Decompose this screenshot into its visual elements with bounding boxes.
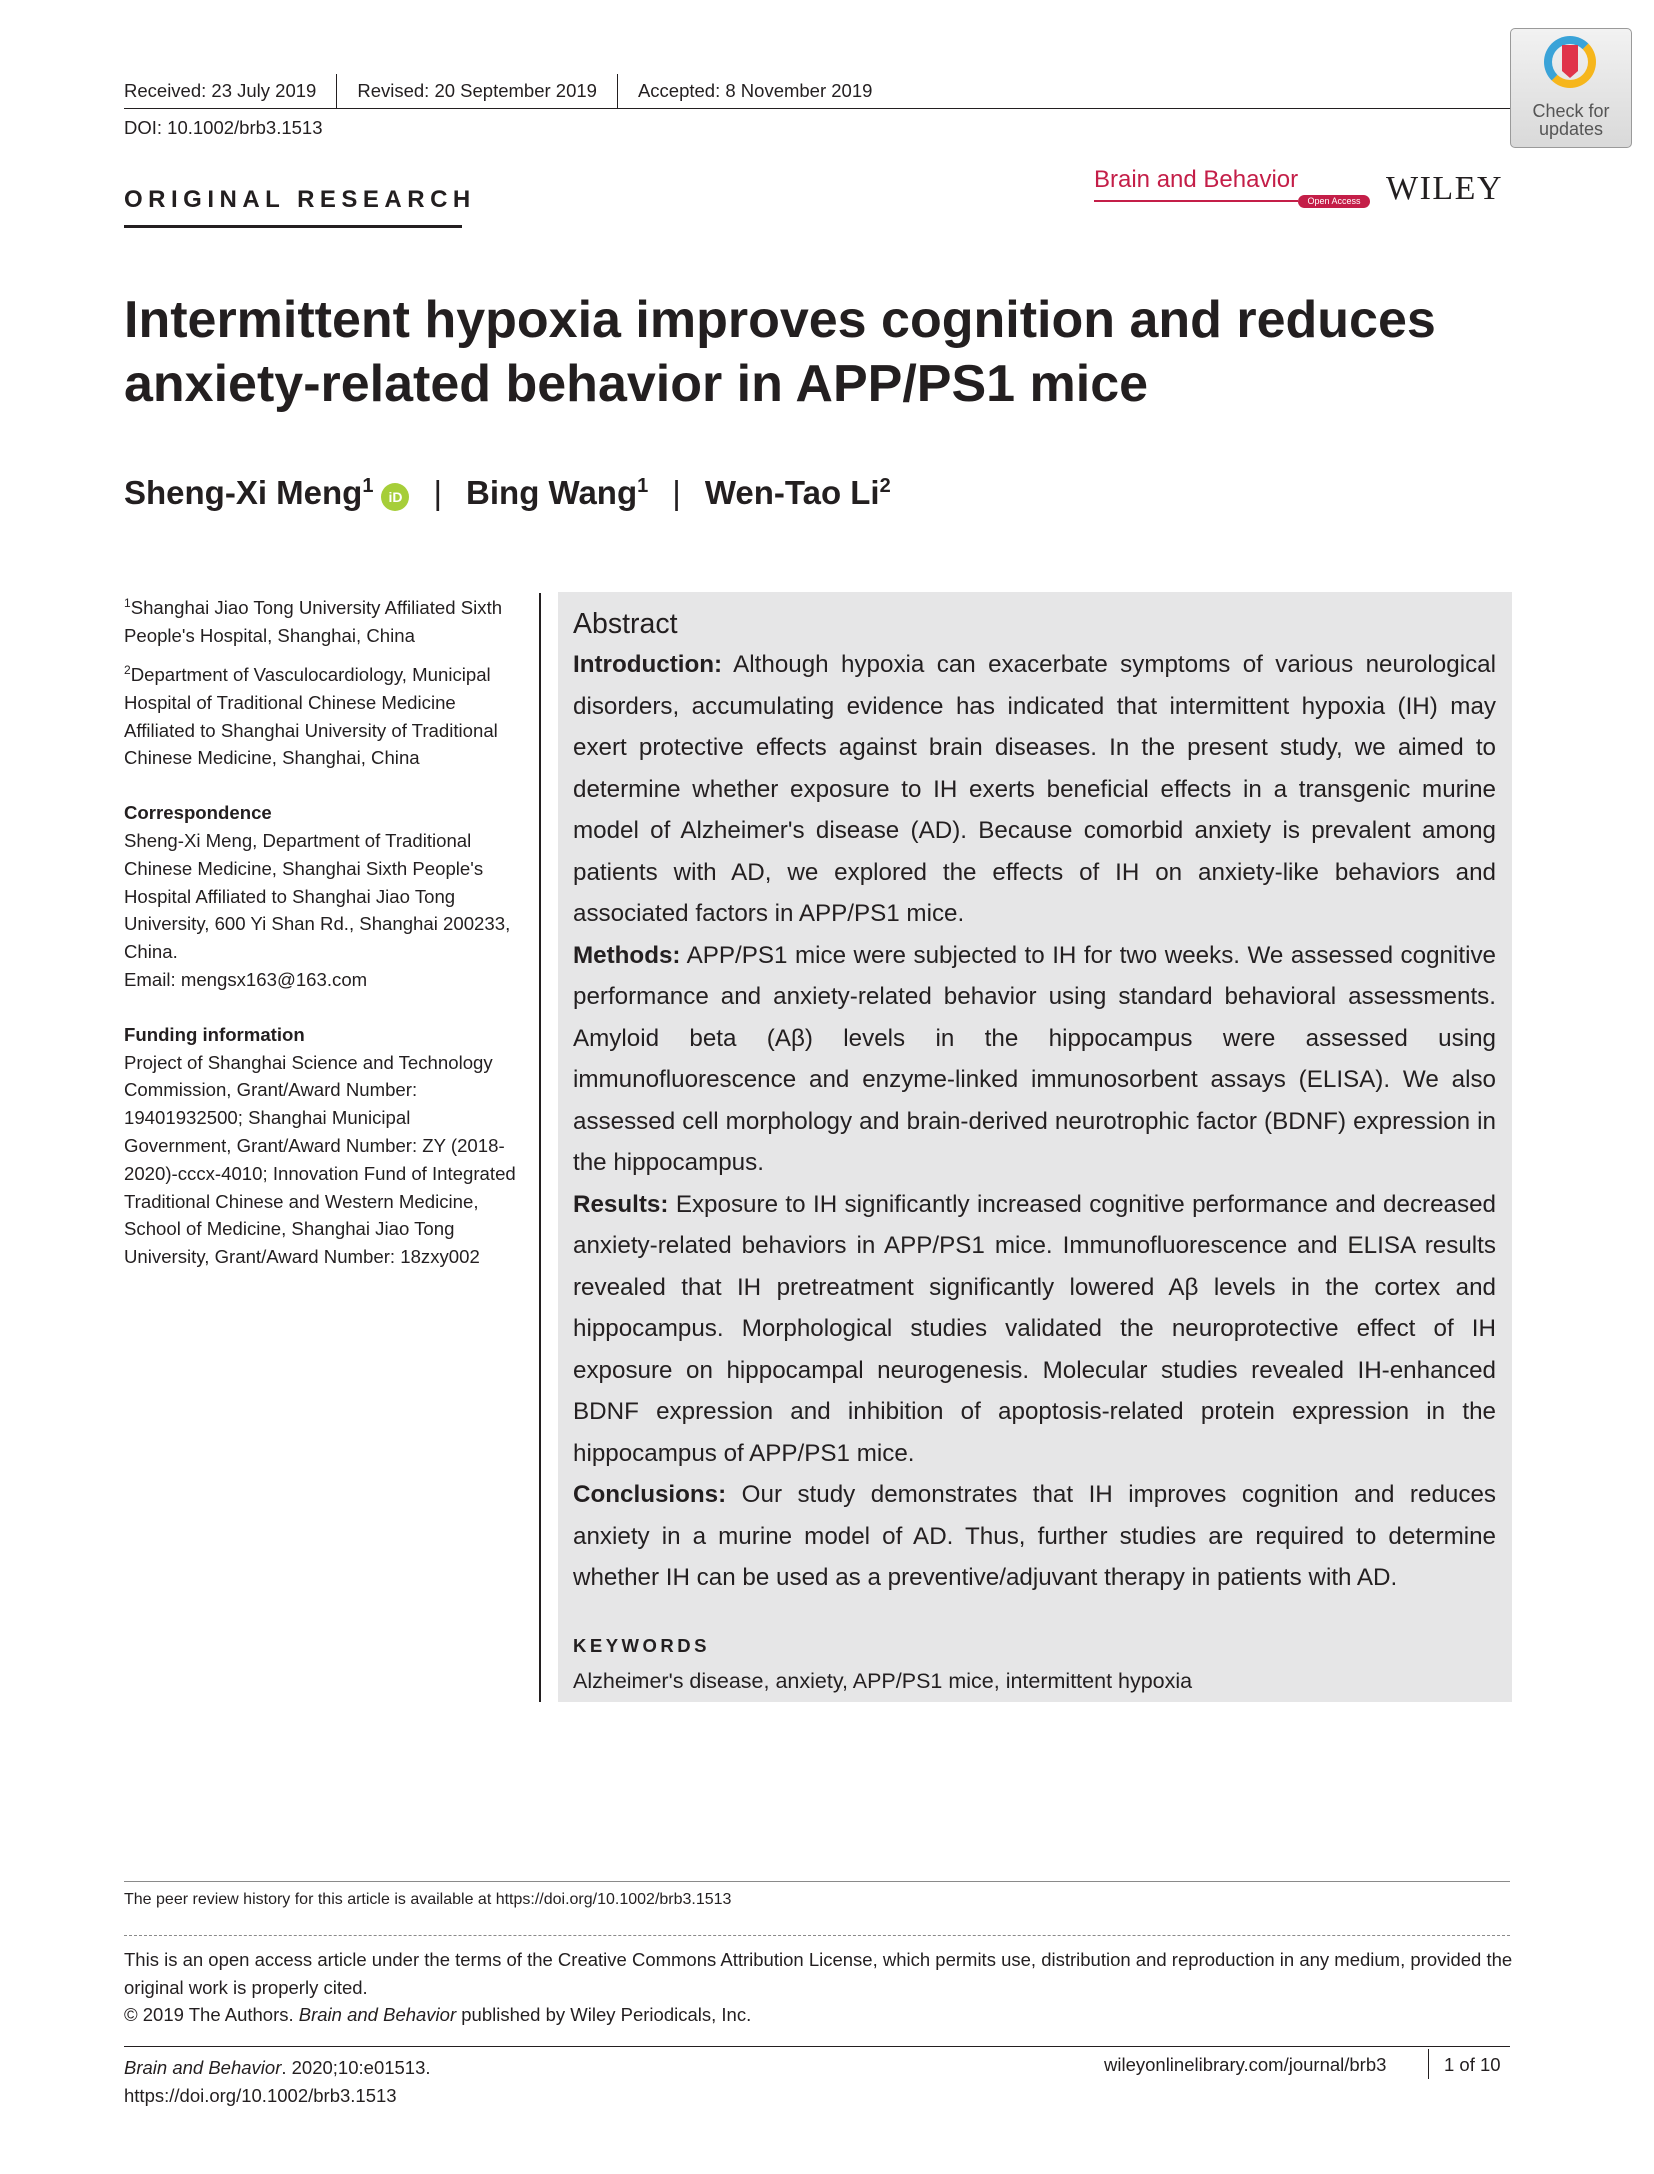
article-info-column [124, 590, 516, 1271]
revised-date: Revised: 20 September 2019 [357, 80, 597, 101]
author-list [124, 474, 891, 513]
received-date: Received: 23 July 2019 [124, 80, 317, 101]
journal-website[interactable]: wileyonlinelibrary.com/journal/brb3 [1104, 2054, 1387, 2075]
license-statement: This is an open access article under the terms of the Creative Commons Attribution License, which permits use, distribution and reproduction in any medium, provided the original work is properly cited. © 2019 The Authors. Brain and Behavior published by Wiley Periodicals, Inc. [124, 1946, 1514, 2029]
correspondence-text: Sheng-Xi Meng, Department of Traditional Chinese Medicine, Shanghai Sixth People's Hospital Affiliated to Shanghai Jiao Tong University, 600 Yi Shan Rd., Shanghai 200233, China. [124, 829, 511, 963]
bookmark-icon [1562, 45, 1578, 71]
footer-rule [124, 2046, 1510, 2047]
orcid-icon[interactable]: iD [381, 483, 409, 511]
section-label: ORIGINAL RESEARCH [124, 186, 476, 213]
footer-rule [124, 1881, 1510, 1882]
journal-logo-rule [1094, 200, 1298, 202]
peer-review-note[interactable]: The peer review history for this article is available at https://doi.org/10.1002/brb3.1513 [124, 1891, 732, 1908]
affiliation: $^2$Department of Vasculocardiology, Municipal Hospital of Traditional Chinese Medicine Affiliated to Shanghai University of Traditional Chinese Medicine, Shanghai, China [124, 662, 498, 769]
author-name[interactable]: Bing Wang$^1$ [466, 474, 649, 511]
page-number: 1 of 10 [1444, 2054, 1501, 2075]
footer-dashed-rule [124, 1935, 1510, 1936]
abstract-conclusions: Conclusions: Our study demonstrates that IH improves cognition and reduces anxiety in a murine model of AD. Thus, further studies are required to determine whether IH can be used as a preventive/adjuvant therapy in patients with AD. [573, 1481, 1496, 1591]
citation: Brain and Behavior. 2020;10:e01513. https://doi.org/10.1002/brb3.1513 [124, 2054, 431, 2110]
correspondence-heading: Correspondence [124, 802, 272, 824]
abstract-heading: Abstract [573, 608, 678, 640]
abstract-introduction: Introduction: Although hypoxia can exacerbate symptoms of various neurological disorders, accumulating evidence has indicated that intermittent hypoxia (IH) may exert protective effects against brain diseases. In the present study, we aimed to determine whether exposure to IH exerts beneficial effects in a transgenic murine model of Alzheimer's disease (AD). Because comorbid anxiety is prevalent among patients with AD, we explored the effects of IH on anxiety-like behaviors and associated factors in APP/PS1 mice. [573, 651, 1496, 927]
date-divider [336, 74, 337, 108]
affiliation: $^1$Shanghai Jiao Tong University Affiliated Sixth People's Hospital, Shanghai, China [124, 596, 503, 646]
crossmark-label: Check for updates [1532, 101, 1610, 139]
abstract-results: Results: Exposure to IH significantly increased cognitive performance and decreased anxiety-related behaviors in APP/PS1 mice. Immunofluorescence and ELISA results revealed that IH pretreatment significantly lowered Aβ levels in the cortex and hippocampus. Morphological studies validated the neuroprotective effect of IH exposure on hippocampal neurogenesis. Molecular studies revealed IH-enhanced BDNF expression and inhibition of apoptosis-related protein expression in the hippocampus of APP/PS1 mice. [573, 1190, 1496, 1467]
journal-logo: Brain and Behavior [1094, 166, 1299, 193]
citation-doi[interactable]: https://doi.org/10.1002/brb3.1513 [124, 2085, 397, 2106]
open-access-badge: Open Access [1298, 195, 1370, 208]
abstract-box [558, 592, 1512, 1702]
accepted-date: Accepted: 8 November 2019 [637, 80, 873, 101]
author-name[interactable]: Sheng-Xi Meng$^1$ [124, 474, 374, 511]
funding-heading: Funding information [124, 1023, 305, 1045]
keywords: Alzheimer's disease, anxiety, APP/PS1 mice, intermittent hypoxia [573, 1668, 1193, 1693]
author-separator: | [433, 474, 443, 511]
funding-text: Project of Shanghai Science and Technology Commission, Grant/Award Number: 19401932500; Shanghai Municipal Government, Grant/Award Number: ZY (2018-2020)-cccx-4010; Innovation Fund of Integrated Traditional Chinese and Western Medicine, School of Medicine, Shanghai Jiao Tong University, Grant/Award Number: 18zxy002 [124, 1051, 516, 1268]
header-rule [124, 108, 1510, 109]
author-separator: | [672, 474, 681, 511]
keywords-heading: KEYWORDS [573, 1634, 710, 1656]
date-divider [617, 74, 618, 108]
check-for-updates-button[interactable] [1510, 28, 1632, 148]
article-dates [124, 74, 872, 108]
author-name[interactable]: Wen-Tao Li$^2$ [704, 474, 891, 511]
abstract-methods: Methods: APP/PS1 mice were subjected to IH for two weeks. We assessed cognitive performance and anxiety-related behavior using standard behavioral assessments. Amyloid beta (Aβ) levels in the hippocampus were assessed using immunofluorescence and enzyme-linked immunosorbent assays (ELISA). We also assessed cell morphology and brain-derived neurotrophic factor (BDNF) expression in the hippocampus. [573, 941, 1496, 1176]
footer-divider [1428, 2049, 1429, 2079]
column-divider [539, 593, 541, 1702]
section-label-underline [124, 225, 462, 228]
copyright: © 2019 The Authors. Brain and Behavior published by Wiley Periodicals, Inc. [124, 2004, 752, 2025]
doi[interactable]: DOI: 10.1002/brb3.1513 [124, 117, 323, 138]
publisher-logo: WILEY [1386, 170, 1504, 207]
correspondence-email[interactable]: Email: mengsx163@163.com [124, 968, 368, 990]
article-title: Intermittent hypoxia improves cognition and reduces anxiety-related behavior in APP/PS1 mice [124, 291, 1436, 413]
